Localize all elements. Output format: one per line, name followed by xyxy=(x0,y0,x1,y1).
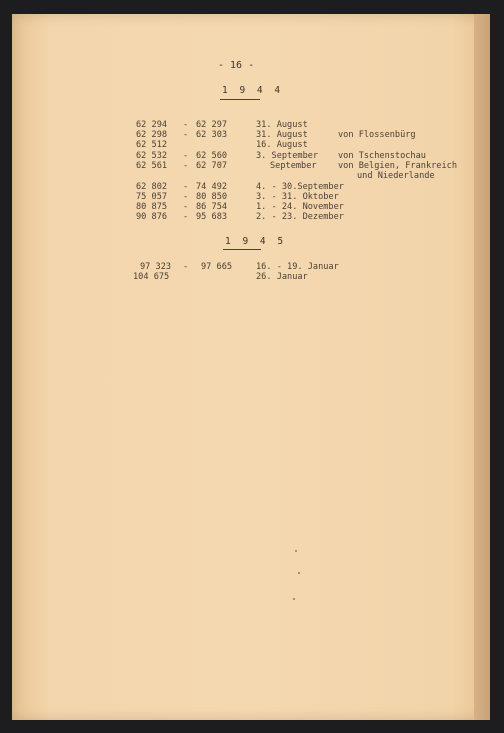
range-end: 97 665 xyxy=(201,262,233,272)
origin-note-continued: und Niederlande xyxy=(357,171,435,181)
range-start: 90 876 xyxy=(136,212,168,222)
range-start: 97 323 xyxy=(140,262,172,272)
range-start: 62 294 xyxy=(136,120,168,130)
date: 16. August xyxy=(256,140,308,150)
range-dash: - xyxy=(183,262,189,272)
date: 3. - 31. Oktober xyxy=(256,192,339,202)
range-end: 74 492 xyxy=(196,182,228,192)
range-start: 62 532 xyxy=(136,151,168,161)
range-end: 80 850 xyxy=(196,192,228,202)
range-start: 62 512 xyxy=(136,140,168,150)
range-start: 80 875 xyxy=(136,202,168,212)
range-dash: - xyxy=(183,212,189,222)
range-start: 62 802 xyxy=(136,182,168,192)
origin-note: von Flossenbürg xyxy=(338,130,416,140)
range-dash: - xyxy=(183,182,189,192)
date: 3. September xyxy=(256,151,319,161)
range-end: 62 560 xyxy=(196,151,228,161)
range-dash: - xyxy=(183,151,189,161)
range-end: 62 707 xyxy=(196,161,228,171)
range-end: 62 297 xyxy=(196,120,228,130)
range-dash: - xyxy=(183,161,189,171)
year-underline-1945 xyxy=(223,249,261,250)
paper-speck xyxy=(295,550,297,552)
paper-speck xyxy=(293,598,295,600)
date: 26. Januar xyxy=(256,272,308,282)
page-edge xyxy=(474,14,490,720)
range-dash: - xyxy=(183,202,189,212)
document-page xyxy=(12,14,490,720)
paper-speck xyxy=(298,572,300,574)
date: 2. - 23. Dezember xyxy=(256,212,344,222)
range-start: 75 057 xyxy=(136,192,168,202)
range-end: 86 754 xyxy=(196,202,228,212)
range-dash: - xyxy=(183,130,189,140)
origin-note: von Belgien, Frankreich xyxy=(338,161,457,171)
date: 31. August xyxy=(256,130,308,140)
year-heading-1944: 1 9 4 4 xyxy=(222,85,284,96)
date: 4. - 30.September xyxy=(256,182,344,192)
range-dash: - xyxy=(183,120,189,130)
date: 16. - 19. Januar xyxy=(256,262,339,272)
range-start: 62 561 xyxy=(136,161,168,171)
date: September xyxy=(270,161,317,171)
range-start: 62 298 xyxy=(136,130,168,140)
range-dash: - xyxy=(183,192,189,202)
range-end: 62 303 xyxy=(196,130,228,140)
origin-note: von Tschenstochau xyxy=(338,151,426,161)
year-underline-1944 xyxy=(220,99,260,100)
year-heading-1945: 1 9 4 5 xyxy=(225,236,287,247)
page-number: - 16 - xyxy=(218,60,255,71)
date: 31. August xyxy=(256,120,308,130)
date: 1. - 24. November xyxy=(256,202,344,212)
range-end: 95 683 xyxy=(196,212,228,222)
range-start: 104 675 xyxy=(133,272,170,282)
